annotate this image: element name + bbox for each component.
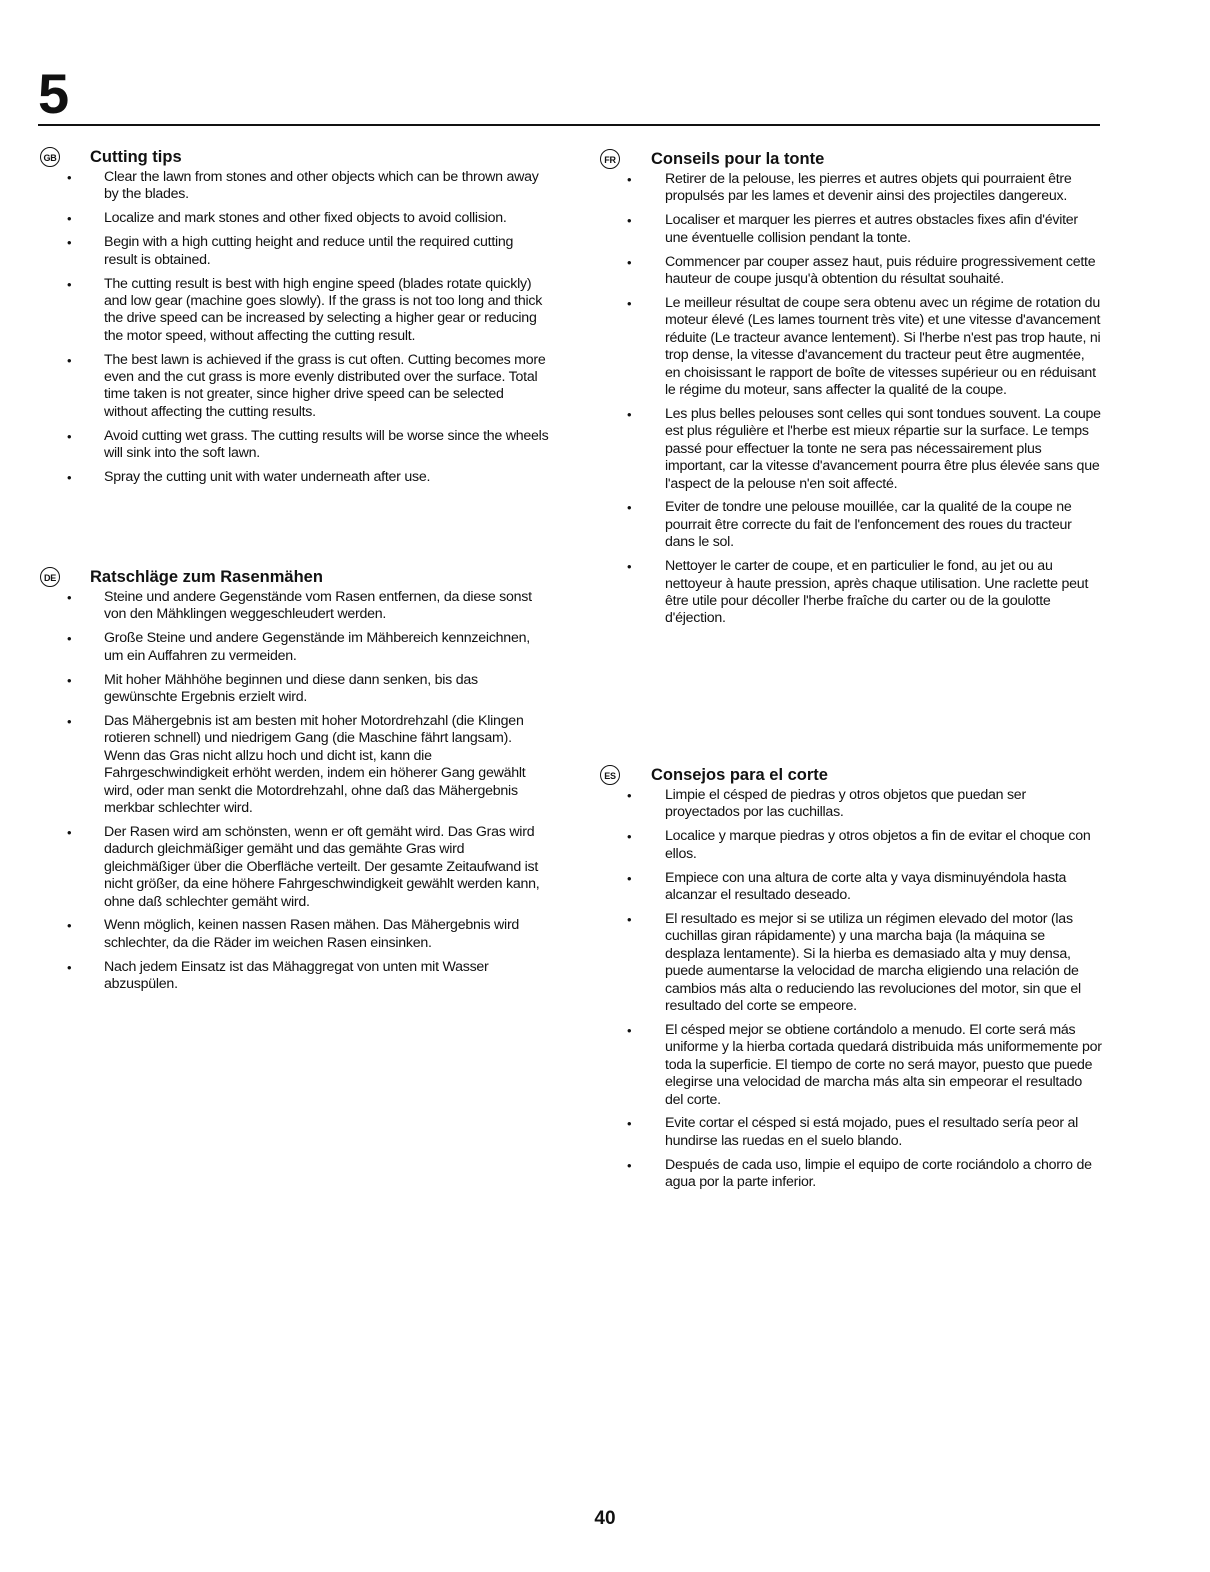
section-heading bbox=[40, 146, 550, 168]
list-item: • Le meilleur résultat de coupe sera obtenu avec un régime de rotation du moteur élevé (Les lames tournent très vite) et une vitesse d'avancement réduite (Le tracteur avance lentement). Si l'herbe n'est pas trop haute, ni trop dense, la vitesse d'avancement du tracteur peut être augmentée, en choisissant le rapport de boîte de vitesses supérieur ou en réduisant le régime du moteur, sans affecter la qualité de la coupe. bbox=[600, 295, 1102, 399]
language-badge-fr-icon: FR bbox=[600, 149, 620, 169]
tip-list bbox=[40, 169, 550, 487]
left-column bbox=[40, 146, 550, 993]
list-item: • Localice y marque piedras y otros objetos a fin de evitar el choque con ellos. bbox=[600, 828, 1102, 863]
list-item: • Große Steine und andere Gegenstände im Mähbereich kennzeichnen, um ein Auffahren zu vermeiden. bbox=[40, 630, 550, 665]
section-fr bbox=[600, 148, 1102, 628]
list-item: • Avoid cutting wet grass. The cutting results will be worse since the wheels will sink into the soft lawn. bbox=[40, 428, 550, 463]
tip-list bbox=[600, 171, 1102, 628]
list-item: • Empiece con una altura de corte alta y vaya disminuyéndola hasta alcanzar el resultado deseado. bbox=[600, 870, 1102, 905]
section-title: Cutting tips bbox=[90, 147, 182, 166]
section-es bbox=[600, 764, 1102, 1198]
list-item: • Localize and mark stones and other fixed objects to avoid collision. bbox=[40, 210, 550, 227]
list-item: • Limpie el césped de piedras y otros objetos que puedan ser proyectados por las cuchillas. bbox=[600, 787, 1102, 822]
list-item: • Localiser et marquer les pierres et autres obstacles fixes afin d'éviter une éventuelle collision pendant la tonte. bbox=[600, 212, 1102, 247]
section-heading bbox=[40, 566, 550, 588]
tip-list bbox=[600, 787, 1102, 1192]
list-item: • Spray the cutting unit with water underneath after use. bbox=[40, 469, 550, 486]
page-number: 40 bbox=[594, 1508, 616, 1529]
list-item: • The best lawn is achieved if the grass is cut often. Cutting becomes more even and the cut grass is more evenly distributed over the surface. Total time taken is not greater, since higher drive speed can be selected without affecting the cutting results. bbox=[40, 352, 550, 422]
list-item: • The cutting result is best with high engine speed (blades rotate quickly) and low gear (machine goes slowly). If the grass is not too long and thick the drive speed can be increased by selecting a higher gear or reducing the motor speed, without affecting the cutting result. bbox=[40, 276, 550, 346]
list-item: • Nettoyer le carter de coupe, et en particulier le fond, au jet ou au nettoyeur à haute pression, après chaque utilisation. Une raclette peut être utile pour décoller l'herbe fraîche du carter ou de la goulotte d'éjection. bbox=[600, 558, 1102, 628]
section-heading bbox=[600, 764, 1102, 786]
list-item: • El resultado es mejor si se utiliza un régimen elevado del motor (las cuchillas giran rápidamente) y una marcha baja (la máquina se desplaza lentamente). Si la hierba es demasiado alta y muy densa, puede aumentarse la velocidad de marcha eligiendo una relación de cambios más alta o reduciendo las revoluciones del motor, sin que el resultado del corte se empeore. bbox=[600, 911, 1102, 1015]
list-item: • Das Mähergebnis ist am besten mit hoher Motordrehzahl (die Klingen rotieren schnell) und niedrigem Gang (die Maschine fährt langsam). Wenn das Gras nicht allzu hoch und dicht ist, kann die Fahrgeschwindigkeit erhöht werden, indem ein höherer Gang gewählt wird, oder man senkt die Motordrehzahl, ohne daß das Mähergebnis merkbar schlechter wird. bbox=[40, 713, 550, 817]
list-item: • Nach jedem Einsatz ist das Mähaggregat von unten mit Wasser abzuspülen. bbox=[40, 959, 550, 994]
list-item: • Clear the lawn from stones and other objects which can be thrown away by the blades. bbox=[40, 169, 550, 204]
section-title: Conseils pour la tonte bbox=[651, 149, 825, 168]
list-item: • Evite cortar el césped si está mojado, pues el resultado sería peor al hundirse las ruedas en el suelo blando. bbox=[600, 1115, 1102, 1150]
section-heading bbox=[600, 148, 1102, 170]
list-item: • Begin with a high cutting height and reduce until the required cutting result is obtained. bbox=[40, 234, 550, 269]
section-gb bbox=[40, 146, 550, 487]
tip-list bbox=[40, 589, 550, 994]
list-item: • El césped mejor se obtiene cortándolo a menudo. El corte será más uniforme y la hierba cortada quedará distribuida más uniformemente por toda la superficie. El tiempo de corte no será mayor, puesto que puede elegirse una velocidad de marcha más alta sin empeorar el resultado del corte. bbox=[600, 1022, 1102, 1109]
list-item: • Después de cada uso, limpie el equipo de corte rociándolo a chorro de agua por la parte inferior. bbox=[600, 1157, 1102, 1192]
list-item: • Der Rasen wird am schönsten, wenn er oft gemäht wird. Das Gras wird dadurch gleichmäßiger gemäht und das gemähte Gras wird gleichmäßiger über die Oberfläche verteilt. Der gesamte Zeitaufwand ist nicht größer, da eine höhere Fahrgeschwindigkeit gewählt werden kann, ohne daß schlechter gemäht wird. bbox=[40, 824, 550, 911]
section-title: Ratschläge zum Rasenmähen bbox=[90, 567, 323, 586]
list-item: • Mit hoher Mähhöhe beginnen und diese dann senken, bis das gewünschte Ergebnis erzielt wird. bbox=[40, 672, 550, 707]
section-de bbox=[40, 566, 550, 1000]
language-badge-es-icon: ES bbox=[600, 765, 620, 785]
list-item: • Retirer de la pelouse, les pierres et autres objets qui pourraient être propulsés par les lames et devenir ainsi des projectiles dangereux. bbox=[600, 171, 1102, 206]
section-title: Consejos para el corte bbox=[651, 765, 828, 784]
right-column bbox=[600, 146, 1102, 1191]
chapter-number: 5 bbox=[38, 62, 68, 125]
list-item: • Commencer par couper assez haut, puis réduire progressivement cette hauteur de coupe jusqu'à obtention du résultat souhaité. bbox=[600, 254, 1102, 289]
list-item: • Wenn möglich, keinen nassen Rasen mähen. Das Mähergebnis wird schlechter, da die Räder im weichen Rasen einsinken. bbox=[40, 917, 550, 952]
list-item: • Les plus belles pelouses sont celles qui sont tondues souvent. La coupe est plus régulière et l'herbe est mieux répartie sur la surface. Le temps passé pour effectuer la tonte ne sera pas nécessairement plus important, car la vitesse d'avancement pourra être plus élevée sans que l'aspect de la pelouse n'en soit affecté. bbox=[600, 406, 1102, 493]
language-badge-gb-icon: GB bbox=[40, 147, 60, 167]
list-item: • Steine und andere Gegenstände vom Rasen entfernen, da diese sonst von den Mähklingen weggeschleudert werden. bbox=[40, 589, 550, 624]
header-rule bbox=[38, 124, 1100, 126]
language-badge-de-icon: DE bbox=[40, 567, 60, 587]
list-item: • Eviter de tondre une pelouse mouillée, car la qualité de la coupe ne pourrait être correcte du fait de l'enfoncement des roues du tracteur dans le sol. bbox=[600, 499, 1102, 551]
